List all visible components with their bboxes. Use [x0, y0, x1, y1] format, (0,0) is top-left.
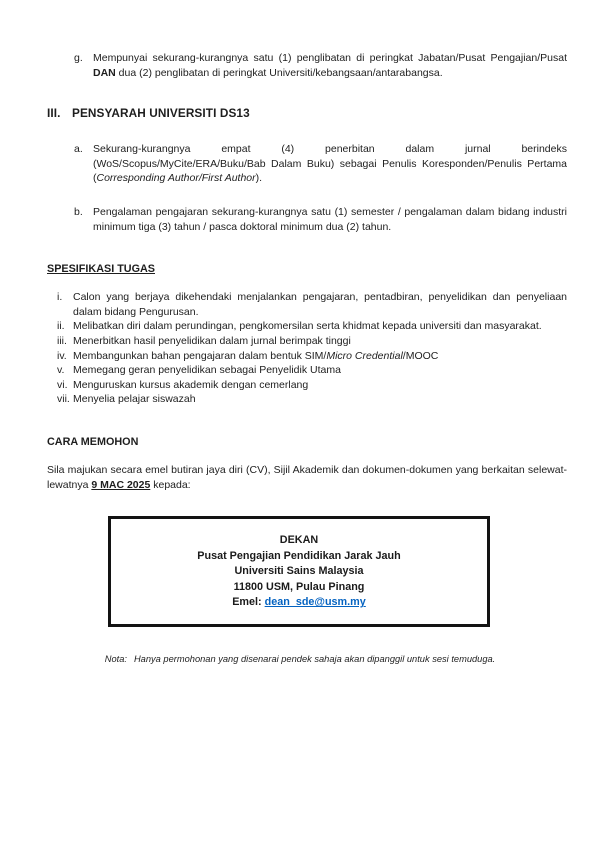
address-box — [108, 516, 490, 627]
requirement-item-g — [47, 51, 567, 80]
address-line-university: Universiti Sains Malaysia — [234, 565, 364, 578]
email-link[interactable]: dean_sde@usm.my — [264, 596, 366, 609]
apply-paragraph-text — [47, 464, 567, 491]
requirement-item-g-text — [93, 52, 567, 79]
task-text — [73, 291, 567, 318]
section-heading-pensyarah-ds13 — [47, 107, 567, 120]
task-item — [47, 290, 567, 319]
address-email-line — [119, 595, 479, 611]
nota-label: Nota: — [104, 654, 127, 665]
text-segment: Mempunyai sekurang-kurangnya satu (1) penglibatan di peringkat Jabatan/Pusat Pengajian/Pusat — [93, 52, 567, 64]
list-marker: v. — [57, 364, 65, 377]
text-segment: DAN — [93, 66, 116, 79]
task-list — [47, 290, 567, 407]
task-text — [73, 364, 341, 376]
cara-memohon-heading: CARA MEMOHON — [47, 435, 139, 448]
text-segment: /MOOC — [402, 349, 439, 362]
apply-paragraph — [47, 463, 567, 492]
requirement-item-b-text — [93, 206, 567, 233]
list-marker: g. — [74, 52, 83, 64]
section-number: III. — [47, 106, 61, 121]
address-line-dekan: DEKAN — [279, 534, 319, 547]
requirement-item-a-text — [93, 143, 567, 184]
text-segment: 9 MAC 2025 — [91, 478, 151, 491]
text-segment: Sekurang-kurangnya empat (4) penerbitan dalam jurnal berindeks (WoS/Scopus/MyCite/ERA/Buku/Bab Dalam Buku) sebagai Penulis Koresponden/Penulis Pertama ( — [93, 143, 567, 185]
list-marker: i. — [57, 291, 63, 304]
text-segment: Membangunkan bahan pengajaran dalam bentuk SIM/ — [73, 349, 327, 362]
address-line-city: 11800 USM, Pulau Pinang — [233, 580, 365, 593]
section-title: PENSYARAH UNIVERSITI DS13 — [72, 106, 250, 121]
text-segment: Menerbitkan hasil penyelidikan dalam jurnal berimpak tinggi — [73, 334, 351, 347]
text-segment: Sila majukan secara emel butiran jaya diri (CV), Sijil Akademik dan dokumen-dokumen yang berkaitan selewat-lewatnya — [47, 463, 567, 491]
task-item — [47, 349, 567, 364]
text-segment: Micro Credential — [326, 349, 403, 362]
task-text — [73, 379, 308, 391]
task-item — [47, 363, 567, 378]
address-line-school: Pusat Pengajian Pendidikan Jarak Jauh — [197, 549, 401, 562]
task-text — [73, 350, 438, 362]
email-label: Emel: — [232, 596, 265, 609]
task-item — [47, 378, 567, 393]
list-marker: vi. — [57, 378, 68, 391]
text-segment: Memegang geran penyelidikan sebagai Penyelidik Utama — [73, 364, 341, 377]
list-marker: a. — [74, 143, 83, 156]
task-item — [47, 319, 567, 334]
text-segment: Melibatkan diri dalam perundingan, pengkomersilan serta khidmat kepada universiti dan masyarakat. — [73, 320, 542, 333]
task-text — [73, 393, 196, 405]
requirement-item-a — [47, 142, 567, 186]
list-marker: vii. — [57, 393, 70, 406]
text-segment: Calon yang berjaya dikehendaki menjalankan pengajaran, pentadbiran, penyelidikan dan penyeliaan dalam bidang Pengurusan. — [73, 291, 567, 318]
list-marker: b. — [74, 205, 83, 218]
task-text — [73, 335, 351, 347]
text-segment: ). — [255, 172, 263, 185]
task-text — [73, 320, 542, 332]
task-item — [47, 392, 567, 407]
requirement-item-b — [47, 205, 567, 234]
text-segment: Pengalaman pengajaran sekurang-kurangnya satu (1) semester / pengalaman dalam bidang industri minimum tiga (3) tahun / pasca doktoral minimum dua (2) tahun. — [93, 205, 567, 233]
list-marker: iv. — [57, 349, 67, 362]
spesifikasi-tugas-heading: SPESIFIKASI TUGAS — [47, 263, 155, 276]
text-segment: Menguruskan kursus akademik dengan cemerlang — [73, 378, 309, 391]
list-marker: iii. — [57, 334, 67, 347]
text-segment: Corresponding Author/First Author — [96, 172, 256, 185]
text-segment: kepada: — [150, 478, 191, 491]
nota-line — [40, 653, 560, 665]
task-item — [47, 334, 567, 349]
list-marker: ii. — [57, 320, 65, 333]
text-segment: dua (2) penglibatan di peringkat Universiti/kebangsaan/antarabangsa. — [115, 66, 443, 79]
nota-text: Hanya permohonan yang disenarai pendek sahaja akan dipanggil untuk sesi temuduga. — [133, 654, 496, 665]
text-segment: Menyelia pelajar siswazah — [73, 393, 196, 406]
